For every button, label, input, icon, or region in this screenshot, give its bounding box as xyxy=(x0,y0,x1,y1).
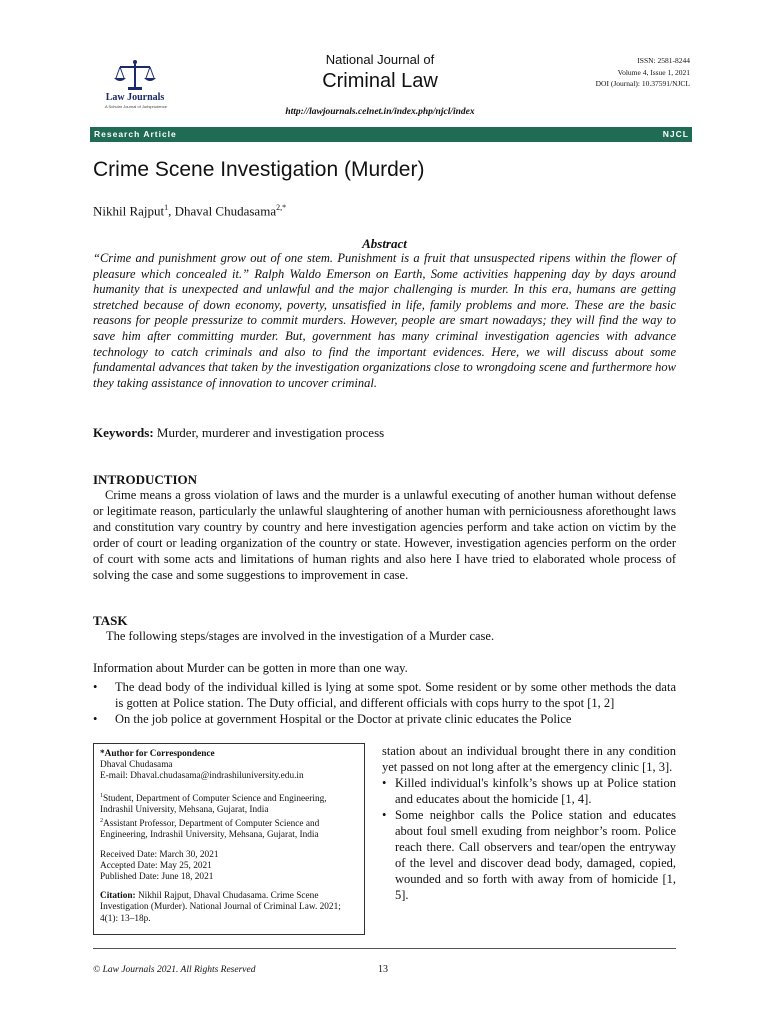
list-item xyxy=(93,711,676,727)
author-1-affil: 1 xyxy=(164,203,169,212)
info-text: Information about Murder can be gotten in more than one way. xyxy=(93,661,408,675)
task-heading: TASK xyxy=(93,613,128,628)
journal-name: Criminal Law xyxy=(322,70,438,92)
journal-meta xyxy=(520,55,690,90)
received-date: Received Date: March 30, 2021 xyxy=(100,849,219,860)
journal-abbrev: NJCL xyxy=(662,129,689,139)
bullet-icon: • xyxy=(93,712,98,726)
affiliation-2: $^2$Assistant Professor, Department of Computer Science and Engineering, Indrashil University, Mehsana, Gujarat, India xyxy=(100,818,320,841)
bullet-icon: • xyxy=(382,776,387,790)
author-list xyxy=(93,203,286,219)
page-number: 13 xyxy=(378,964,388,975)
keywords-label: Keywords: xyxy=(93,425,154,440)
task-text: The following steps/stages are involved in the investigation of a Murder case. xyxy=(106,629,495,643)
copyright: © Law Journals 2021. All Rights Reserved xyxy=(93,965,256,975)
bullet-text: Some neighbor calls the Police station and educates about foul smell exuding from neighbor’s room. Police reach there. Call observers and tear/open the entryway of the level and discover dead body, damaged, copied, wounded and so forth with away from of homicide [1, 5]. xyxy=(395,808,676,902)
right-column xyxy=(382,743,676,903)
bullet-text: Killed individual's kinfolk’s shows up at Police station and educates about the homicide [1, 4]. xyxy=(395,776,676,806)
intro-text: Crime means a gross violation of laws and the murder is a unlawful executing of another human without defense or legitimate reason, particularly the unlawful slaughtering of another human with perniciousness aforethought laws and constitution vary country by country and here investigation agencies perform and take action on victim by the order of court or leading organization of the country or state. However, investigation agencies perform on the order of court with some acts and limitations of human rights and also here I have tried to elaborated whole process of solving the case and some suggestions to improvement in case. xyxy=(93,488,676,582)
logo-subtext: A Scholar Journal of Jurisprudence xyxy=(104,104,168,109)
list-item xyxy=(382,807,676,903)
journal-url[interactable]: http://lawjournals.celnet.in/index.php/njcl/index xyxy=(285,107,475,117)
abstract-heading: Abstract xyxy=(362,236,407,251)
affiliation-1: $^1$Student, Department of Computer Science and Engineering, Indrashil University, Mehsana, Gujarat, India xyxy=(100,792,327,815)
abstract-text: “Crime and punishment grow out of one stem. Punishment is a fruit that unsuspected ripens within the flower of pleasure which concealed it.” Ralph Waldo Emerson on Earth, Some activities happening day by days around humanity that is unexpected and unlawful and the major challenging is murder. In this era, humans are getting stretched because of down economy, poverty, unsatisfied in life, family problems and more. These are the basic reasons for people pressurize to commit murders. However, people are smart nowadays; they will find the way to save him after committing murder. But, government has many criminal investigation agencies with advance technology to catch criminals and also to find the important evidences. Here, we will discuss about some fundamental advances that taken by the investigation organizations close to wrongdoing scene and furthermore how they taking assistance of innovation to uncover criminal. xyxy=(93,251,676,390)
correspondence-box xyxy=(93,743,365,935)
article-title: Crime Scene Investigation (Murder) xyxy=(93,158,425,181)
intro-heading: INTRODUCTION xyxy=(93,472,198,487)
doi: DOI (Journal): 10.37591/NJCL xyxy=(595,79,690,88)
journal-prefix: National Journal of xyxy=(325,52,435,67)
list-item xyxy=(93,679,676,711)
bullet-text: The dead body of the individual killed is lying at some spot. Some resident or by some other methods the data is gotten at Police station. The Duty official, and different officials with cops hurry to the spot [1, 2] xyxy=(115,680,676,710)
correspondence-heading: *Author for Correspondence xyxy=(100,749,215,759)
keywords-text: Murder, murderer and investigation process xyxy=(153,425,385,440)
correspondence-email[interactable]: E-mail: Dhaval.chudasama@indrashiluniversity.edu.in xyxy=(100,771,304,782)
citation: Citation: Nikhil Rajput, Dhaval Chudasama. Crime Scene Investigation (Murder). National Journal of Criminal Law. 2021; 4(1): 13–18p. xyxy=(100,891,341,924)
author-1: Nikhil Rajput xyxy=(93,203,165,219)
bullet-list xyxy=(93,679,676,727)
bullet-text: On the job police at government Hospital or the Doctor at private clinic educates the Police xyxy=(115,712,572,726)
issn: ISSN: 2581-8244 xyxy=(637,56,690,65)
published-date: Published Date: June 18, 2021 xyxy=(100,872,214,883)
list-item xyxy=(382,775,676,807)
bullet-icon: • xyxy=(382,808,387,822)
author-2-affil: 2,* xyxy=(276,203,287,212)
author-separator: , xyxy=(168,203,175,219)
bullet-continuation: station about an individual brought there in any condition yet passed on not long after at the emergency clinic [1, 3]. xyxy=(382,744,676,774)
footer-divider xyxy=(93,948,676,949)
keywords xyxy=(93,425,384,441)
article-type-bar xyxy=(90,127,692,142)
scales-icon xyxy=(90,58,180,94)
author-2: Dhaval Chudasama xyxy=(174,203,277,219)
volume: Volume 4, Issue 1, 2021 xyxy=(617,67,690,77)
article-type: Research Article xyxy=(94,129,177,139)
correspondence-name: Dhaval Chudasama xyxy=(100,760,173,771)
accepted-date: Accepted Date: May 25, 2021 xyxy=(100,860,212,871)
logo-text: Law Journals xyxy=(105,92,165,103)
bullet-icon: • xyxy=(93,680,98,694)
